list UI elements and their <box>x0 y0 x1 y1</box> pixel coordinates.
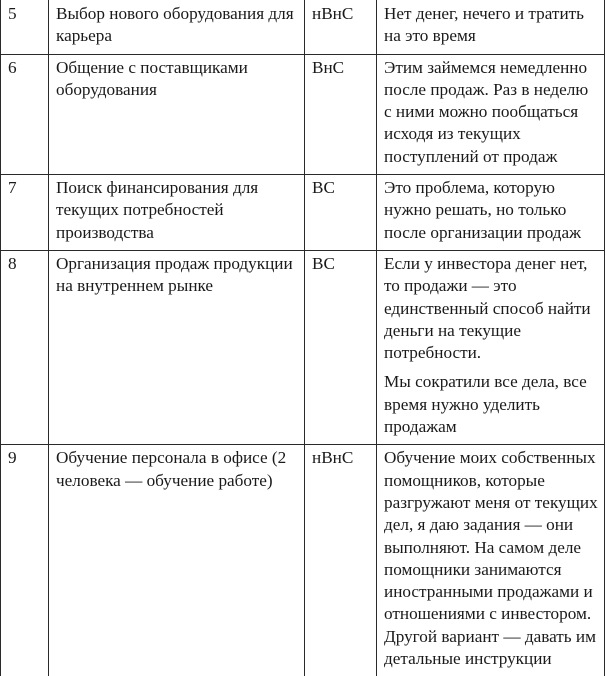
comment-paragraph: Мы сократили все дела, все время нужно уделить продажам <box>384 372 587 437</box>
task-cell: Поиск финансирования для текущих потребностей производства <box>49 175 305 251</box>
task-cell: Обучение персонала в офисе (2 человека — обучение работе) <box>49 445 305 676</box>
row-number: 8 <box>1 250 49 444</box>
task-cell: Общение с поставщиками оборудования <box>49 54 305 174</box>
priority-code-cell: нВнС <box>305 445 377 676</box>
comment-cell <box>377 0 605 54</box>
task-cell: Организация продаж продукции на внутреннем рынке <box>49 250 305 444</box>
row-number: 9 <box>1 445 49 676</box>
comment-cell <box>377 54 605 174</box>
row-number: 6 <box>1 54 49 174</box>
comment-paragraph: Обучение моих собственных помощников, которые разгружают меня от текущих дел, я даю задания — они выполняют. На самом деле помощники занимаются иностранными продажами и отношениями с инвестором. Другой вариант — давать им детальные инструкции <box>384 448 598 669</box>
comment-paragraph: Нет денег, нечего и тратить на это время <box>384 4 584 46</box>
comment-cell <box>377 175 605 251</box>
table-row <box>1 54 605 174</box>
row-number: 7 <box>1 175 49 251</box>
comment-cell <box>377 250 605 444</box>
task-cell: Выбор нового оборудования для карьера <box>49 0 305 54</box>
priority-code-cell: ВС <box>305 250 377 444</box>
comment-paragraph: Этим займемся немедленно после продаж. Раз в неделю с ними можно пообщаться исходя из текущих поступлений от продаж <box>384 57 589 166</box>
comment-paragraph: Это проблема, которую нужно решать, но только после организации продаж <box>384 178 582 242</box>
row-number: 5 <box>1 0 49 54</box>
priority-code-cell: нВнС <box>305 0 377 54</box>
priority-code-cell: ВС <box>305 175 377 251</box>
table-row <box>1 445 605 676</box>
table-row <box>1 0 605 54</box>
table-row <box>1 175 605 251</box>
priority-code-cell: ВнС <box>305 54 377 174</box>
table-row <box>1 250 605 444</box>
comment-cell <box>377 445 605 676</box>
comment-paragraph: Если у инвестора денег нет, то продажи — это единственный способ найти деньги на текущие потребности. <box>384 253 591 363</box>
